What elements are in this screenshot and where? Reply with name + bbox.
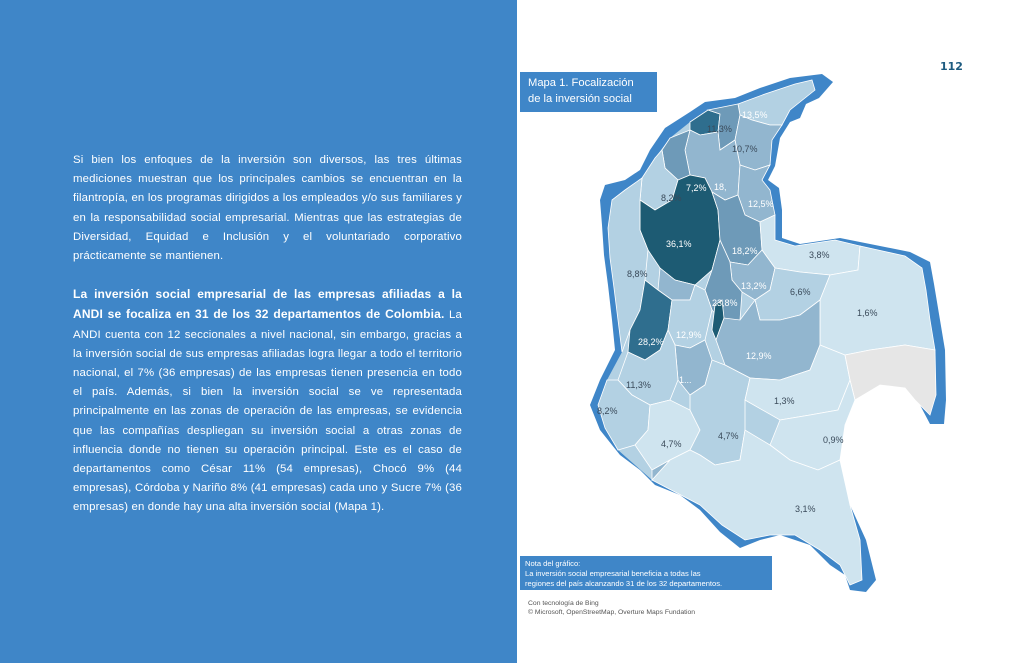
page-number: 112 <box>940 60 963 73</box>
map-credit <box>528 599 695 617</box>
map-label: 23,8% <box>712 298 738 308</box>
map-label: 18, <box>714 182 727 192</box>
map-label: 13,5% <box>742 110 768 120</box>
map-label: 7,2% <box>686 183 707 193</box>
chart-note <box>520 556 772 590</box>
map-label: 18,2% <box>732 246 758 256</box>
map-label: 6,6% <box>790 287 811 297</box>
map-title-line2: de la inversión social <box>528 93 632 105</box>
chart-note-line2: regiones del país alcanzando 31 de los 32 departamentos. <box>525 579 723 588</box>
map-title <box>520 72 657 112</box>
map-label: 4,7% <box>718 431 739 441</box>
map-label: 13,2% <box>741 281 767 291</box>
map-label: 8,8% <box>627 269 648 279</box>
map-label: 11,3% <box>626 380 651 390</box>
map-label: 0,9% <box>823 435 844 445</box>
map-label: 36,1% <box>666 239 692 249</box>
map-label: 8,2% <box>597 406 618 416</box>
map-label: 1... <box>679 375 692 385</box>
region-arauca <box>760 215 860 275</box>
paragraph-intro: Si bien los enfoques de la inversión son diversos, las tres últimas mediciones muestran que los principales cambios se encuentran en la filantropía, en los programas dirigidos a los empleados y/o sus familiares y en la responsabilidad social empresarial. Mientras que las estrategias de Diversidad, Equidad e Inclusión y el voluntariado corporativo prácticamente se mantienen. <box>73 154 462 263</box>
region-guainia <box>845 345 936 415</box>
map-label: 11,3% <box>707 124 732 134</box>
map-label: 8,2% <box>661 193 682 203</box>
map-credit-line2: © Microsoft, OpenStreetMap, Overture Maps Fundation <box>528 609 696 616</box>
map-label: 1,3% <box>774 396 795 406</box>
map-label: 1,6% <box>857 308 878 318</box>
map-title-line1: Mapa 1. Focalización <box>528 77 634 89</box>
map-label: 28,2% <box>638 337 664 347</box>
paragraph-focus-heading: La inversión social empresarial de las empresas afiliadas a la ANDI se focaliza en 31 de los 32 departamentos de Colombia. <box>73 287 462 322</box>
paragraph-focus-text: La ANDI cuenta con 12 seccionales a nivel nacional, sin embargo, gracias a la inversión social de sus empresas afiliadas logra llegar a todo el territorio nacional, el 7% (36 empresas) de las empresas tienen presencia en todo el país. Además, si bien la inversión social se ve representada principalmente en las zonas de operación de las empresas, se evidencia que las compañías despliegan su inversión social a otras zonas de influencia donde no tienen su operación principal. Este es el caso de departamentos como César 11% (54 empresas), Chocó 9% (44 empresas), Córdoba y Nariño 8% (41 empresas) cada uno y Sucre 7% (36 empresas) en donde hay una alta inversión social (Mapa 1). <box>73 309 462 514</box>
map-label: 3,8% <box>809 250 830 260</box>
chart-note-title: Nota del gráfico: <box>525 559 581 568</box>
map-credit-line1: Con tecnología de Bing <box>528 600 599 607</box>
map-label: 12,9% <box>676 330 702 340</box>
map-label: 4,7% <box>661 439 682 449</box>
map-label: 10,7% <box>732 144 758 154</box>
map-label: 3,1% <box>795 504 816 514</box>
map-label: 12,5% <box>748 199 774 209</box>
chart-note-line1: La inversión social empresarial beneficia a todas las <box>525 569 701 578</box>
map-label: 12,9% <box>746 351 772 361</box>
